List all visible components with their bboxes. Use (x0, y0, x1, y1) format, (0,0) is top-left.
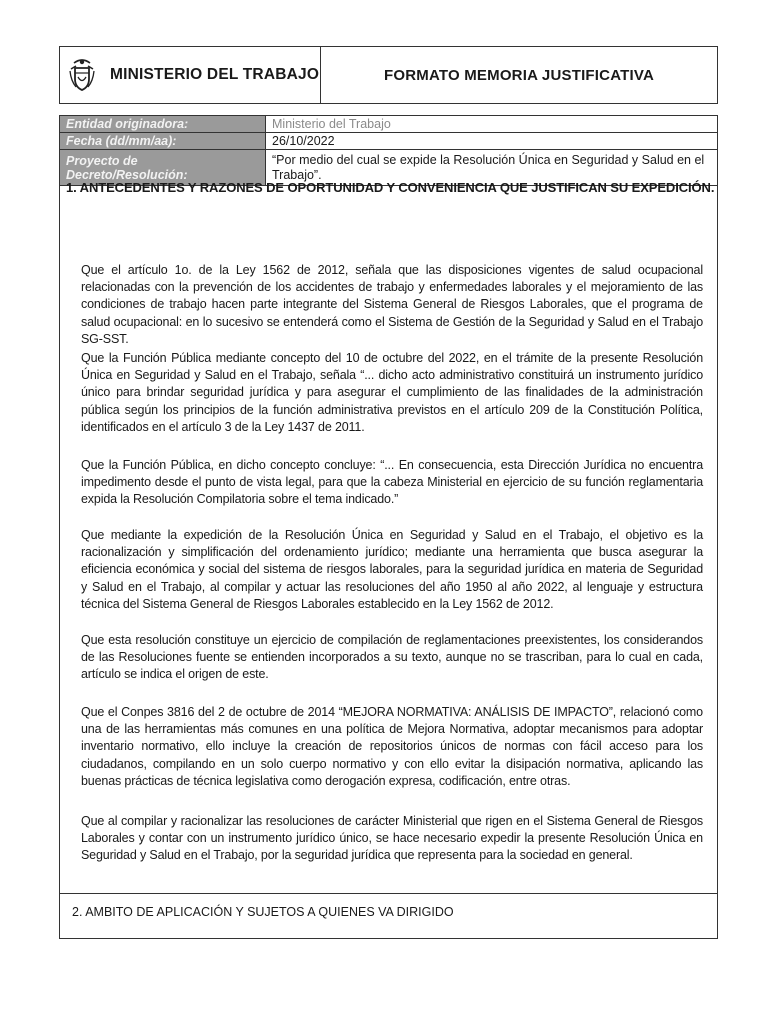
info-row-entity (60, 116, 718, 133)
paragraph-5: Que esta resolución constituye un ejercicio de compilación de reglamentaciones preexistentes, los considerandos de las Resoluciones fuente se entienden incorporados a su texto, aunque no se trascriban, para lo cual en cada, artículo se indica el origen de este. (81, 633, 703, 682)
doc-type-cell (321, 47, 717, 103)
paragraph-6: Que el Conpes 3816 del 2 de octubre de 2014 “MEJORA NORMATIVA: ANÁLISIS DE IMPACTO”, relacionó como una de las herramientas más comunes en una política de Mejora Normativa, adoptar mecanismos para adoptar inventario normativo, ello incluye la creación de repositorios únicos de normas con fácil acceso para los ciudadanos, compilando en un solo cuerpo normativo y con ello evitar la disipación normativa, aplicando las buenas prácticas de técnica legislativa como derogación expresa, codificación, entre otras. (81, 705, 703, 788)
doc-type-title: FORMATO MEMORIA JUSTIFICATIVA (384, 66, 654, 84)
entity-value: Ministerio del Trabajo (266, 116, 718, 133)
date-value: 26/10/2022 (266, 133, 718, 150)
section2-title: 2. AMBITO DE APLICACIÓN Y SUJETOS A QUIENES VA DIRIGIDO (72, 905, 454, 919)
entity-label: Entidad originadora: (60, 116, 266, 133)
paragraph-4: Que mediante la expedición de la Resolución Única en Seguridad y Salud en el Trabajo, el objetivo es la racionalización y simplificación del ordenamiento jurídico; mediante una herramienta que busca asegurar la eficiencia económica y social del sistema de riesgos laborales, para la seguridad jurídica en materia de Seguridad y Salud en el Trabajo, al compilar y actuar las resoluciones del año 1950 al año 2022, al lenguaje y estructura técnica del Sistema General de Riesgos Laborales establecido en la Ley 1562 de 2012. (81, 528, 703, 611)
info-row-date (60, 133, 718, 150)
ministry-cell (60, 47, 321, 103)
paragraph-2: Que la Función Pública mediante concepto del 10 de octubre del 2022, en el trámite de la presente Resolución Única en Seguridad y Salud en el Trabajo, señala “... dicho acto administrativo constituirá un instrumento jurídico único para brindar seguridad jurídica y para asegurar el cumplimiento de las finalidades de la administración pública según los principios de la función administrativa previstos en el artículo 209 de la Constitución Política, identificados en el artículo 3 de la Ley 1437 de 2011. (81, 351, 703, 434)
document-header (59, 46, 718, 104)
date-label: Fecha (dd/mm/aa): (60, 133, 266, 150)
project-label: Proyecto de Decreto/Resolución: (60, 150, 266, 186)
ministry-name: MINISTERIO DEL TRABAJO (110, 66, 320, 83)
paragraph-3: Que la Función Pública, en dicho concepto concluye: “... En consecuencia, esta Dirección Jurídica no encuentra impedimento desde el punto de vista legal, para que la cabeza Ministerial en ejercicio de su función reglamentaria expida la Resolución Compilatoria sobre el tema indicado.” (81, 458, 703, 507)
project-value: “Por medio del cual se expide la Resolución Única en Seguridad y Salud en el Trabajo”. (266, 150, 718, 186)
paragraph-1: Que el artículo 1o. de la Ley 1562 de 2012, señala que las disposiciones vigentes de salud ocupacional relacionadas con la prevención de los accidentes de trabajo y enfermedades laborales y el mejoramiento de las condiciones de trabajo hacen parte integrante del Sistema General de Riesgos Laborales, que el programa de salud ocupacional: en lo sucesivo se entenderá como el Sistema de Gestión de la Seguridad y Salud en el Trabajo SG-SST. (81, 263, 703, 346)
section1-title: 1. ANTECEDENTES Y RAZONES DE OPORTUNIDAD Y CONVENIENCIA QUE JUSTIFICAN SU EXPEDICIÓN. (66, 180, 715, 195)
coat-of-arms-icon (68, 57, 96, 93)
paragraph-7: Que al compilar y racionalizar las resoluciones de carácter Ministerial que rigen en el Sistema General de Riesgos Laborales y contar con un instrumento jurídico único, se hace necesario expedir la presente Resolución Única en Seguridad y Salud en el Trabajo, por la seguridad jurídica que representa para la sociedad en general. (81, 814, 703, 863)
